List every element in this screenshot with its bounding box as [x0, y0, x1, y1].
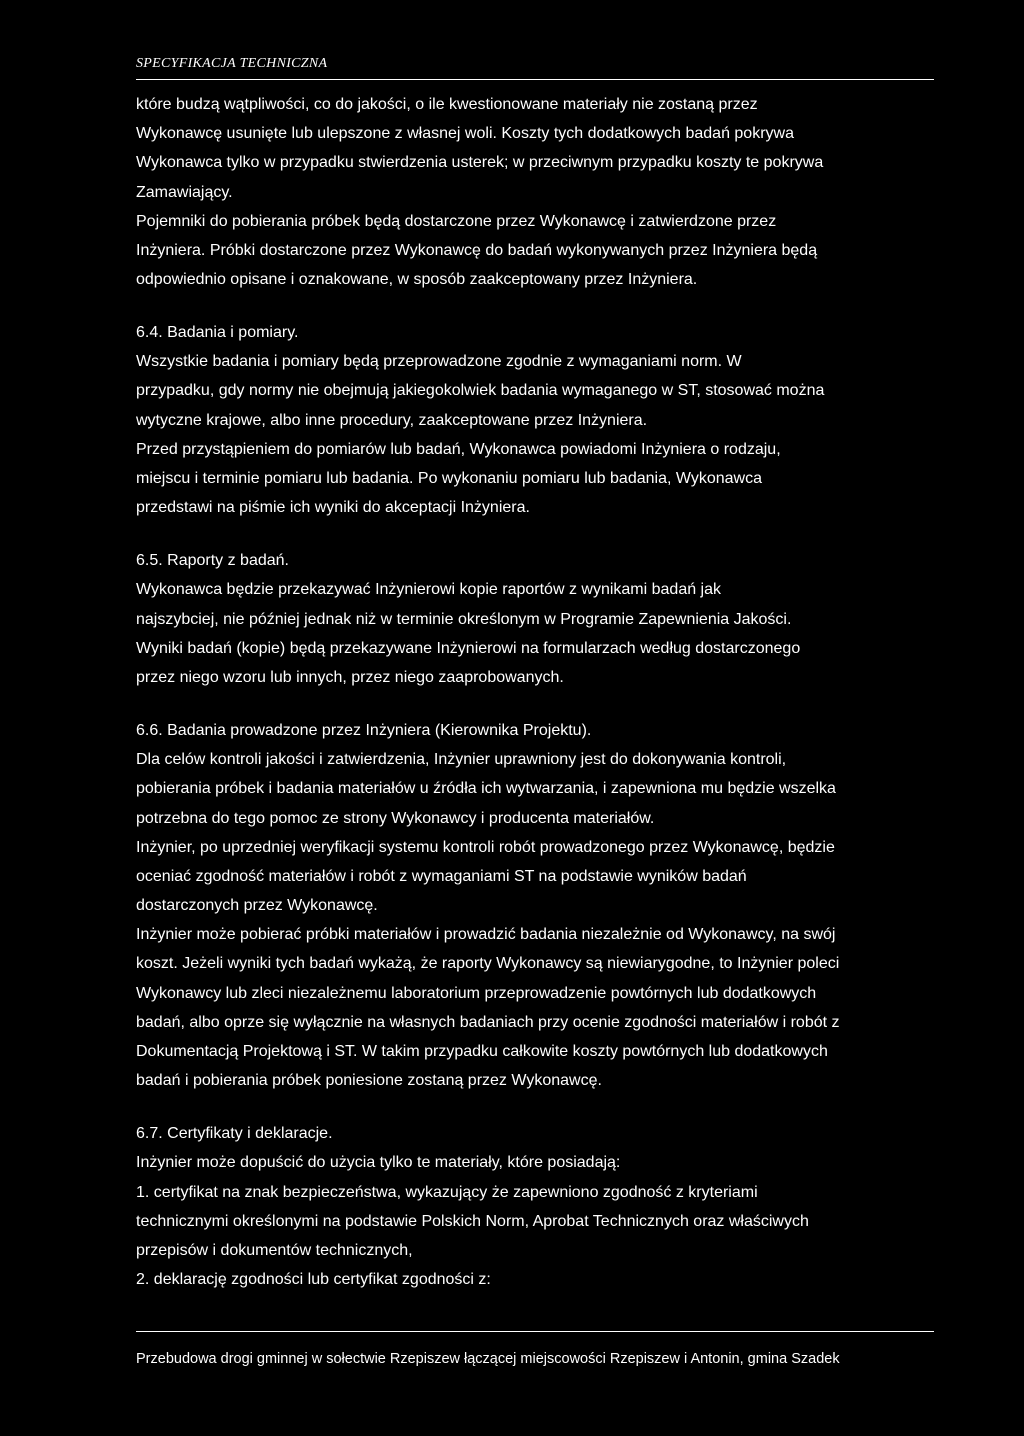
text-line: wytyczne krajowe, albo inne procedury, zaakceptowane przez Inżyniera.: [136, 411, 648, 429]
section-heading-6-5: 6.5. Raporty z badań.: [136, 552, 289, 570]
text-line: pobierania próbek i badania materiałów u źródła ich wytwarzania, i zapewniona mu będzie wszelka: [136, 780, 836, 798]
text-line: Wszystkie badania i pomiary będą przeprowadzone zgodnie z wymaganiami norm. W: [136, 353, 742, 371]
document-body: [136, 90, 926, 1294]
text-line: Pojemniki do pobierania próbek będą dostarczone przez Wykonawcę i zatwierdzone przez: [136, 212, 777, 230]
document-footer: Przebudowa drogi gminnej w sołectwie Rzepiszew łączącej miejscowości Rzepiszew i Antonin, gmina Szadek: [136, 1351, 840, 1367]
text-line: potrzebna do tego pomoc ze strony Wykonawcy i producenta materiałów.: [136, 809, 655, 827]
text-line: Wykonawca będzie przekazywać Inżynierowi kopie raportów z wynikami badań jak: [136, 581, 722, 599]
text-line: najszybciej, nie później jednak niż w terminie określonym w Programie Zapewnienia Jakości.: [136, 610, 792, 628]
text-line: odpowiednio opisane i oznakowane, w sposób zaakceptowany przez Inżyniera.: [136, 271, 698, 289]
text-line: Inżynier może pobierać próbki materiałów i prowadzić badania niezależnie od Wykonawcy, na swój: [136, 926, 836, 944]
text-line: Inżynier może dopuścić do użycia tylko te materiały, które posiadają:: [136, 1154, 621, 1172]
section-heading-6-7: 6.7. Certyfikaty i deklaracje.: [136, 1125, 333, 1143]
text-line: miejscu i terminie pomiaru lub badania. Po wykonaniu pomiaru lub badania, Wykonawca: [136, 470, 762, 488]
header-divider: [136, 79, 934, 80]
paragraph-gap: [136, 294, 926, 318]
text-line: które budzą wątpliwości, co do jakości, o ile kwestionowane materiały nie zostaną przez: [136, 96, 758, 113]
text-line: technicznymi określonymi na podstawie Polskich Norm, Aprobat Technicznych oraz właściwych: [136, 1212, 809, 1230]
text-line: Dla celów kontroli jakości i zatwierdzenia, Inżynier uprawniony jest do dokonywania kontroli,: [136, 751, 787, 769]
text-line: koszt. Jeżeli wyniki tych badań wykażą, że raporty Wykonawcy są niewiarygodne, to Inżynier poleci: [136, 955, 840, 973]
text-line: przypadku, gdy normy nie obejmują jakiegokolwiek badania wymaganego w ST, stosować można: [136, 382, 825, 400]
text-line: 1. certyfikat na znak bezpieczeństwa, wykazujący że zapewniono zgodność z kryteriami: [136, 1183, 758, 1201]
text-line: Inżynier, po uprzedniej weryfikacji systemu kontroli robót prowadzonego przez Wykonawcę, będzie: [136, 838, 835, 856]
section-heading-6-6: 6.6. Badania prowadzone przez Inżyniera (Kierownika Projektu).: [136, 721, 592, 739]
text-line: badań, albo oprze się wyłącznie na własnych badaniach przy ocenie zgodności materiałów i robót z: [136, 1013, 840, 1031]
text-line: przedstawi na piśmie ich wyniki do akceptacji Inżyniera.: [136, 499, 530, 517]
text-line: Zamawiający.: [136, 183, 233, 201]
text-line: Wykonawcę usunięte lub ulepszone z własnej woli. Koszty tych dodatkowych badań pokrywa: [136, 125, 794, 143]
paragraph-gap: [136, 1095, 926, 1119]
text-line: dostarczonych przez Wykonawcę.: [136, 897, 378, 915]
paragraph-gap: [136, 522, 926, 546]
text-line: oceniać zgodność materiałów i robót z wymaganiami ST na podstawie wyników badań: [136, 867, 747, 885]
paragraph-gap: [136, 692, 926, 716]
footer-divider: [136, 1331, 934, 1332]
text-line: Wykonawcy lub zleci niezależnemu laboratorium przeprowadzenie powtórnych lub dodatkowych: [136, 984, 817, 1002]
section-heading-6-4: 6.4. Badania i pomiary.: [136, 324, 299, 342]
text-line: przepisów i dokumentów technicznych,: [136, 1241, 413, 1259]
document-header-title: SPECYFIKACJA TECHNICZNA: [136, 56, 328, 71]
text-line: Dokumentacją Projektową i ST. W takim przypadku całkowite koszty powtórnych lub dodatkowych: [136, 1043, 828, 1061]
text-line: 2. deklarację zgodności lub certyfikat zgodności z:: [136, 1271, 491, 1289]
text-line: badań i pobierania próbek poniesione zostaną przez Wykonawcę.: [136, 1072, 602, 1090]
text-line: Wykonawca tylko w przypadku stwierdzenia usterek; w przeciwnym przypadku koszty te pokrywa: [136, 154, 824, 172]
text-line: Wyniki badań (kopie) będą przekazywane Inżynierowi na formularzach według dostarczonego: [136, 639, 801, 657]
text-line: Przed przystąpieniem do pomiarów lub badań, Wykonawca powiadomi Inżyniera o rodzaju,: [136, 440, 781, 458]
text-line: przez niego wzoru lub innych, przez niego zaaprobowanych.: [136, 668, 564, 686]
text-line: Inżyniera. Próbki dostarczone przez Wykonawcę do badań wykonywanych przez Inżyniera będą: [136, 241, 818, 259]
